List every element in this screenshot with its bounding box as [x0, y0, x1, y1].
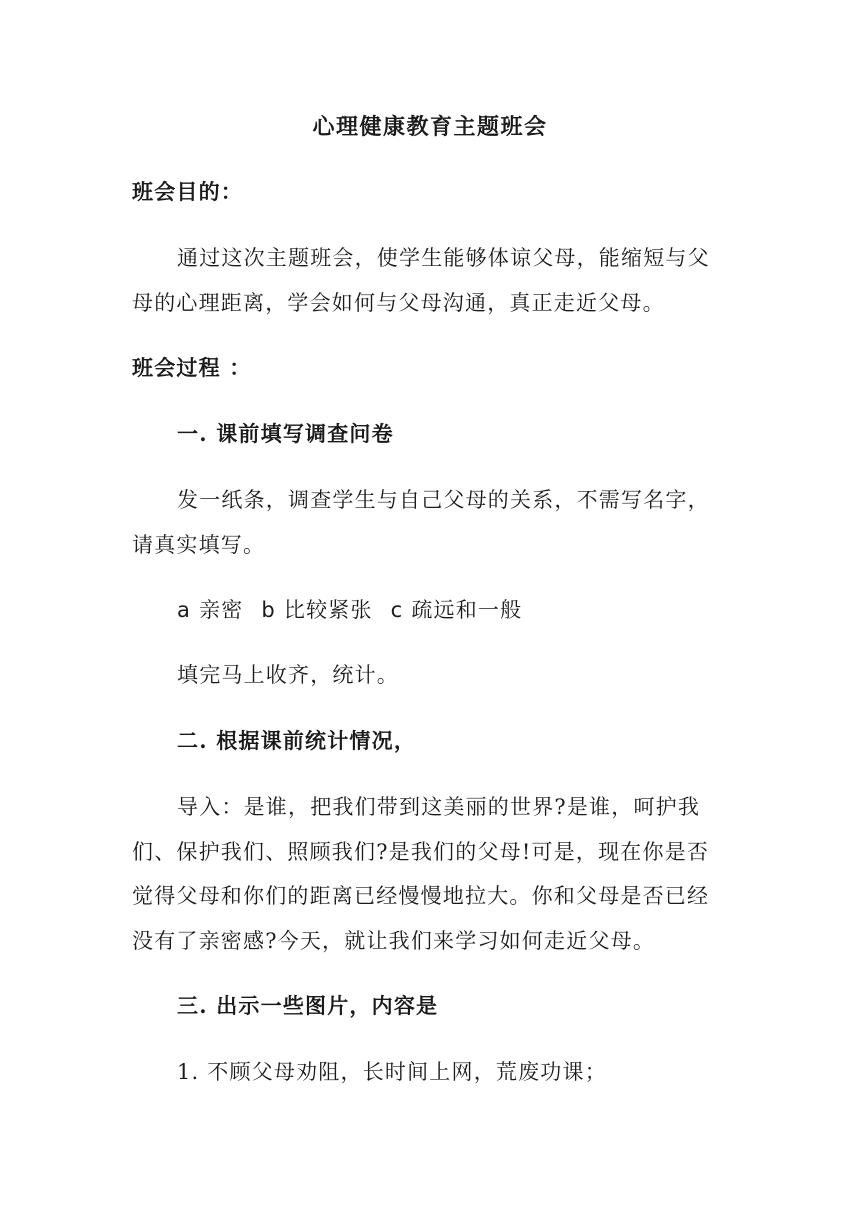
survey-options: [177, 596, 777, 624]
section-1-text-line-1: 发一纸条，调查学生与自己父母的关系，不需写名字，: [177, 488, 710, 512]
section-2-text-line-1: 导入：是谁，把我们带到这美丽的世界?是谁，呵护我: [177, 795, 701, 819]
section-2-text-line-4: 没有了亲密感?今天，就让我们来学习如何走近父母。: [132, 929, 656, 953]
purpose-text-line-1: 通过这次主题班会，使学生能够体谅父母，能缩短与父: [177, 246, 710, 270]
section-3-item-1: 1. 不顾父母劝阻，长时间上网，荒废功课；: [177, 1060, 607, 1084]
section-2-text-line-2: 们、保护我们、照顾我们?是我们的父母!可是，现在你是否: [132, 840, 710, 864]
purpose-heading: 班会目的：: [132, 179, 243, 204]
purpose-text-line-2: 母的心理距离，学会如何与父母沟通，真正走近父母。: [132, 291, 665, 315]
option-a-text: 亲密: [199, 598, 244, 622]
option-a-letter: a: [177, 598, 192, 622]
collect-text: 填完马上收齐，统计。: [177, 663, 399, 687]
process-heading: 班会过程 ：: [132, 355, 252, 380]
section-1-heading: 一. 课前填写调查问卷: [177, 421, 394, 446]
section-3-heading: 三. 出示一些图片，内容是: [177, 993, 439, 1018]
option-c-text: 疏远和一般: [411, 598, 523, 622]
option-b-letter: b: [261, 598, 276, 622]
option-c-letter: c: [390, 598, 404, 622]
option-b-text: 比较紧张: [283, 598, 373, 622]
section-2-text-line-3: 觉得父母和你们的距离已经慢慢地拉大。你和父母是否已经: [132, 884, 710, 908]
section-2-heading: 二. 根据课前统计情况，: [177, 728, 417, 753]
section-1-text-line-2: 请真实填写。: [132, 533, 266, 557]
page-title: 心理健康教育主题班会: [312, 114, 548, 140]
